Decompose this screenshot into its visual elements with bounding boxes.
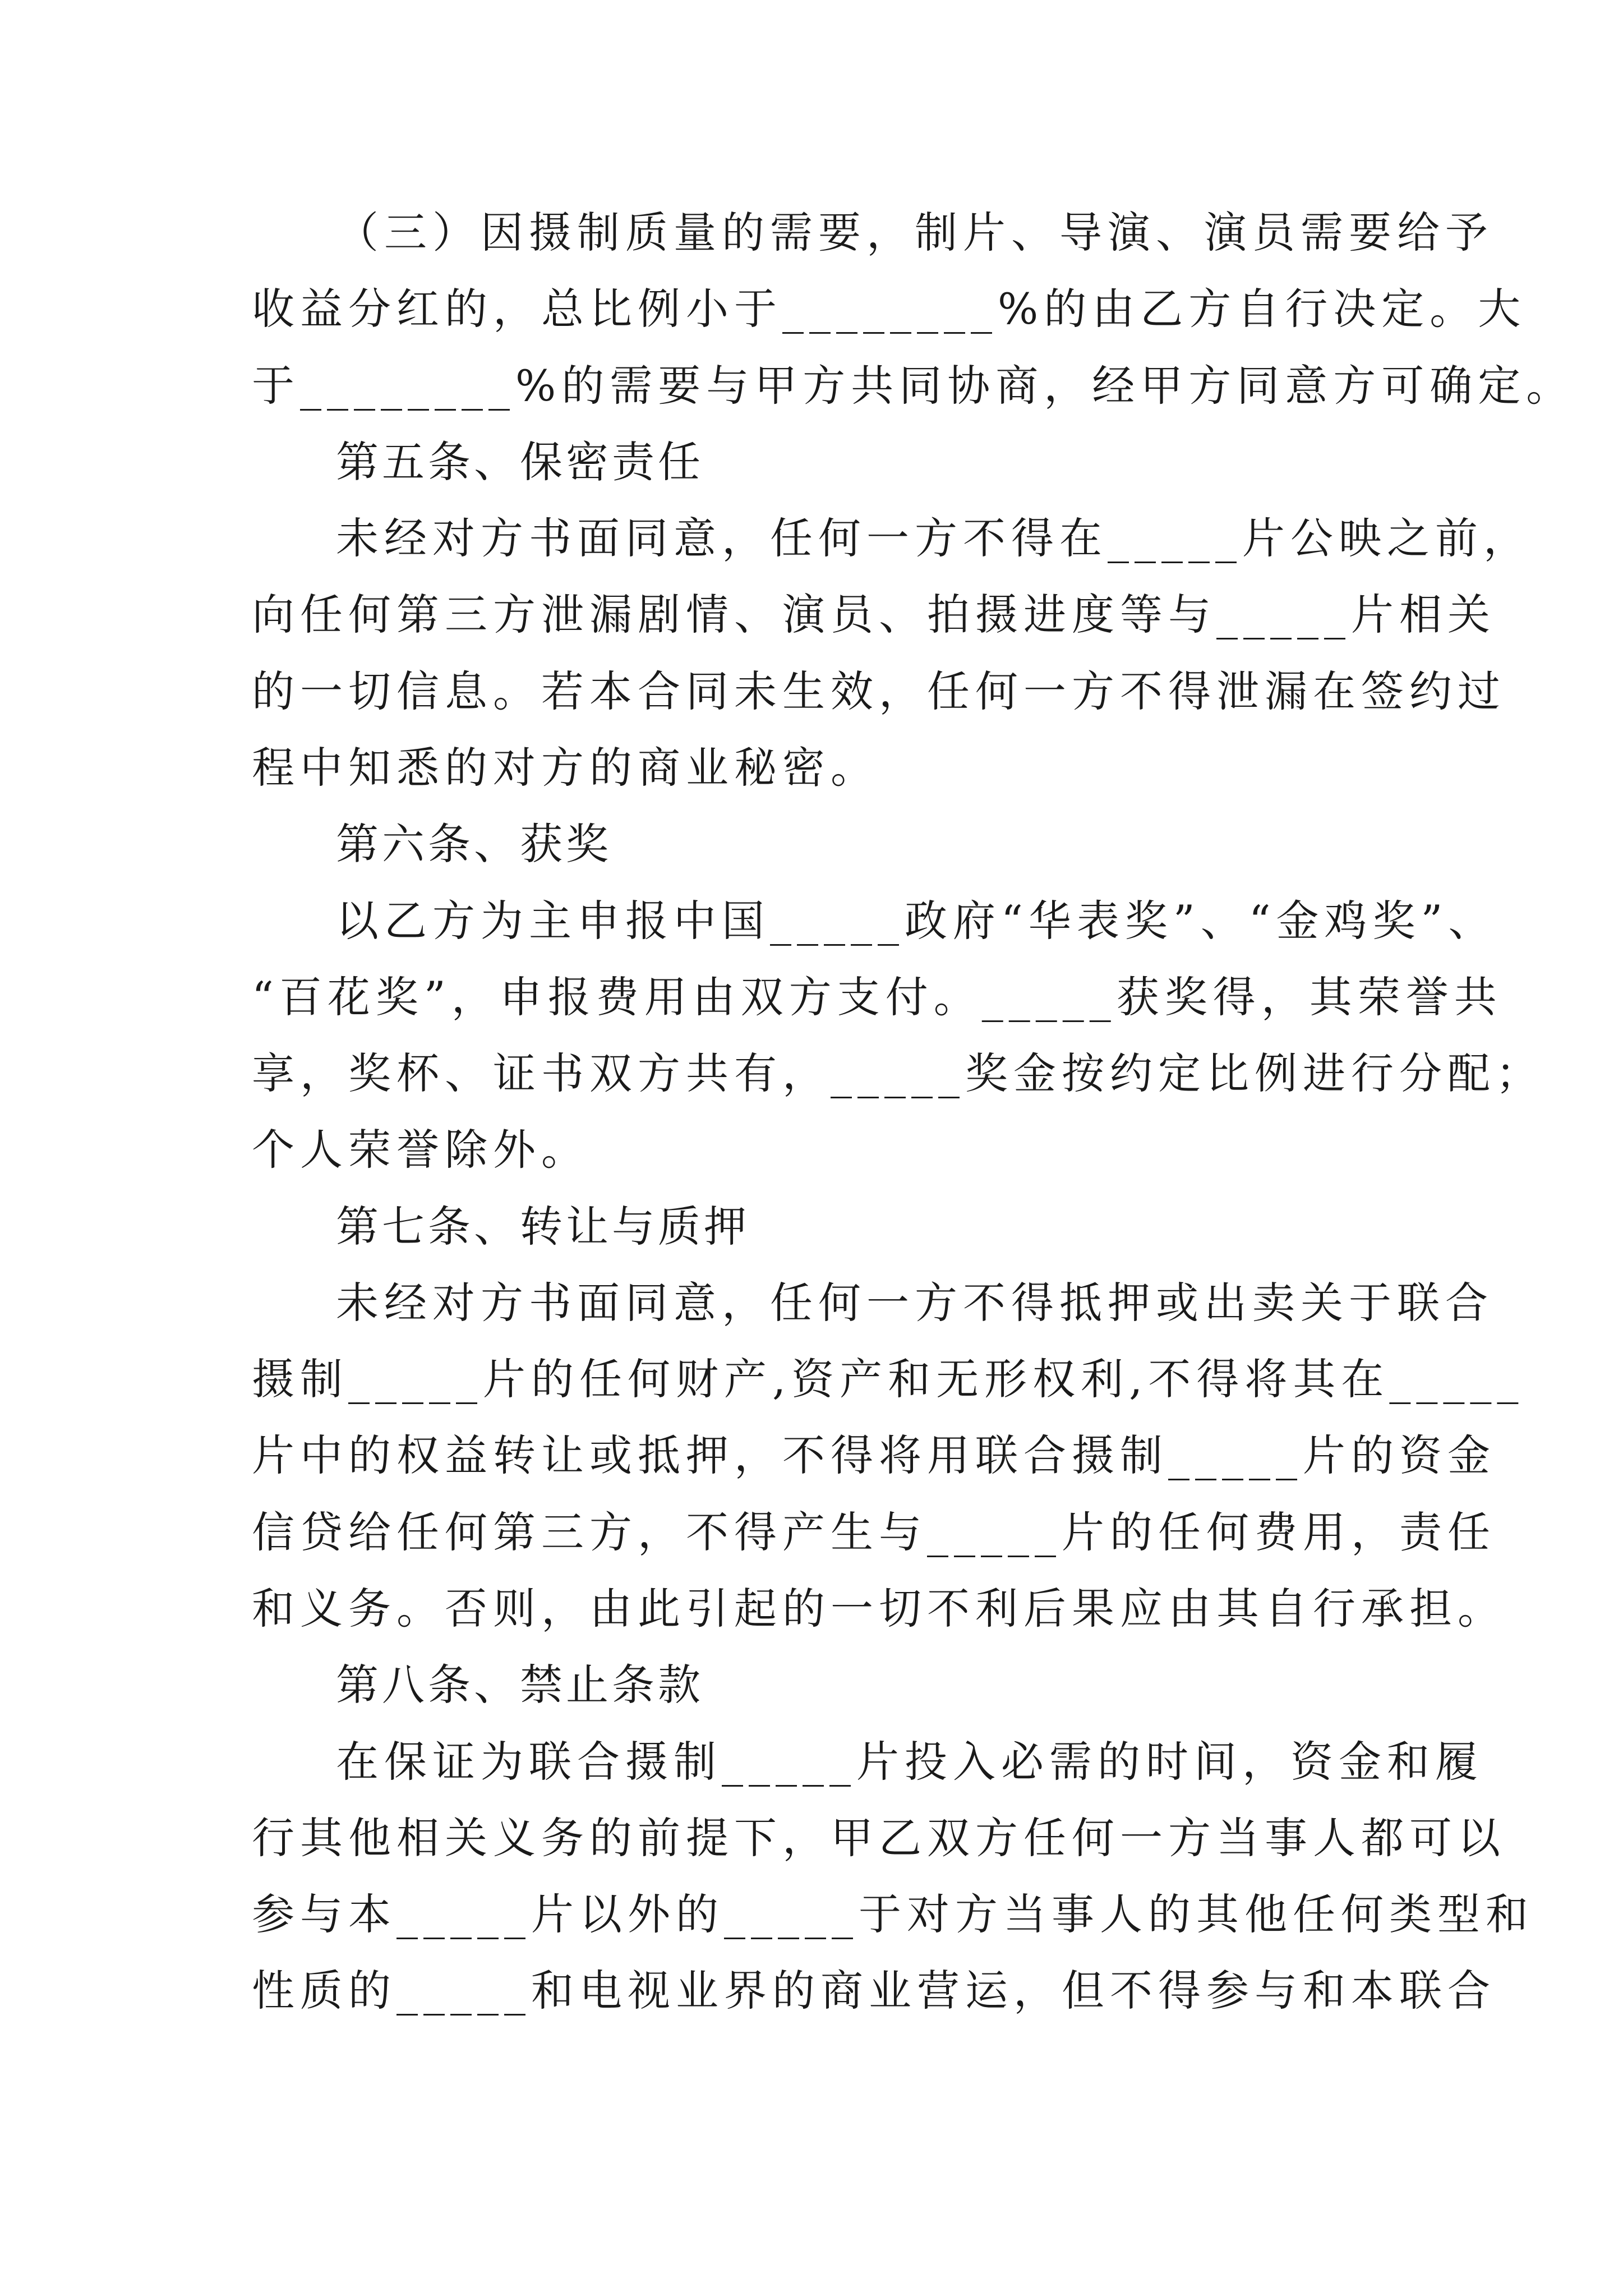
paragraph-line: 于________%的需要与甲方共同协商，经甲方同意方可确定。: [252, 361, 1575, 411]
section-heading: 第八条、禁止条款: [336, 1660, 704, 1710]
paragraph-line: 未经对方书面同意，任何一方不得在_____片公映之前，: [336, 513, 1532, 563]
paragraph-line: 向任何第三方泄漏剧情、演员、拍摄进度等与_____片相关: [252, 590, 1496, 639]
section-heading: 第五条、保密责任: [336, 437, 704, 487]
section-heading: 第七条、转让与质押: [336, 1202, 750, 1251]
paragraph-line: 和义务。否则，由此引起的一切不利后果应由其自行承担。: [252, 1584, 1506, 1634]
paragraph-line: 的一切信息。若本合同未生效，任何一方不得泄漏在签约过: [252, 666, 1506, 716]
section-heading: 第六条、获奖: [336, 819, 612, 869]
paragraph-line: 个人荣誉除外。: [252, 1125, 589, 1175]
paragraph-line: 享，奖杯、证书双方共有，_____奖金按约定比例进行分配；: [252, 1048, 1544, 1098]
paragraph-line: 性质的_____和电视业界的商业营运，但不得参与和本联合: [252, 1966, 1496, 2016]
paragraph-line: 行其他相关义务的前提下，甲乙双方任何一方当事人都可以: [252, 1813, 1506, 1863]
paragraph-line: 收益分红的，总比例小于________%的由乙方自行决定。大: [252, 284, 1527, 334]
paragraph-line: 摄制_____片的任何财产,资产和无形权利,不得将其在_____: [252, 1354, 1524, 1404]
paragraph-line: “百花奖”，申报费用由双方支付。_____获奖得，其荣誉共: [252, 972, 1502, 1022]
paragraph-line: 程中知悉的对方的商业秘密。: [252, 743, 879, 793]
paragraph-line: 信贷给任何第三方，不得产生与_____片的任何费用，责任: [252, 1507, 1496, 1557]
paragraph-line: （三）因摄制质量的需要，制片、导演、演员需要给予: [336, 208, 1493, 257]
paragraph-line: 以乙方为主申报中国_____政府“华表奖”、“金鸡奖”、: [336, 896, 1497, 946]
paragraph-line: 在保证为联合摄制_____片投入必需的时间，资金和履: [336, 1737, 1483, 1787]
paragraph-line: 片中的权益转让或抵押，不得将用联合摄制_____片的资金: [252, 1430, 1496, 1480]
paragraph-line: 参与本_____片以外的_____于对方当事人的其他任何类型和: [252, 1889, 1534, 1939]
paragraph-line: 未经对方书面同意，任何一方不得抵押或出卖关于联合: [336, 1278, 1493, 1328]
